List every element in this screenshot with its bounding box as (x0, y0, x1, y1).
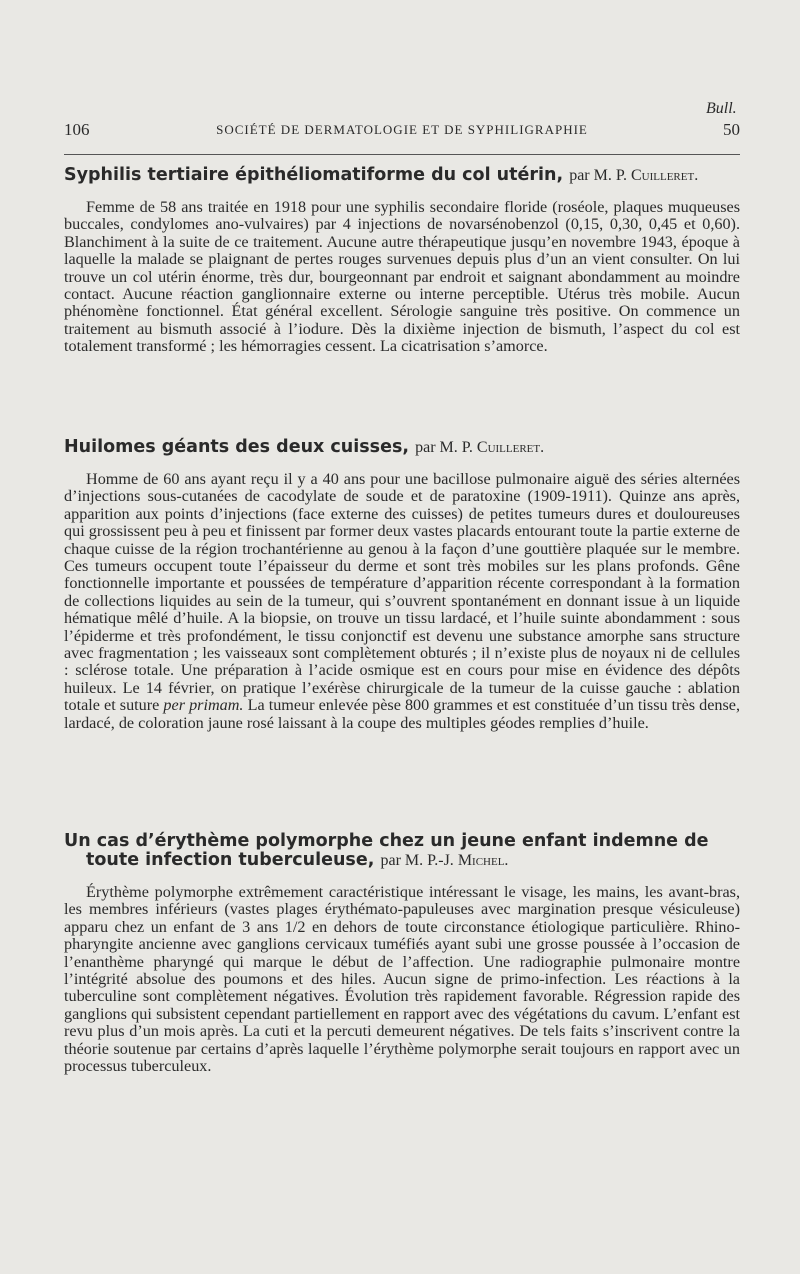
running-title: SOCIÉTÉ DE DERMATOLOGIE ET DE SYPHILIGRAPHIE (216, 122, 588, 137)
article-body: Femme de 58 ans traitée en 1918 pour une syphilis secondaire floride (roséole, plaques muqueuses buccales, condylomes ano-vulvaires) par 4 injections de novarsénobenzol (0,15, 0,30, 0,45 et 0,60). Blanchiment à la suite de ce traitement. Aucune autre thérapeutique jusqu’en novembre 1943, époque à laquelle la malade se plaignant de pertes rouges survenues depuis plus d’un an vient consulter. On lui trouve un col utérin énorme, très dur, bourgeonnant par endroit et saignant abondamment au moindre contact. Aucune réaction ganglionnaire externe ou interne perceptible. Utérus très mobile. Aucun phénomène fonctionnel. État général excellent. Sérologie sanguine très positive. On commence un traitement au bismuth associé à l’iodure. Dès la dixième injection de bismuth, l’aspect du col est totalement transformé ; les hémorragies cessent. La cicatrisation s’amorce. (64, 198, 740, 356)
body-text: Homme de 60 ans ayant reçu il y a 40 ans pour une bacillose pulmonaire aiguë des séries alternées d’injections sous-cutanées de cacodylate de soude et de paratoxine (1909-1911). Quinze ans après, apparition aux points d’injections (face externe des cuisses) de petites tumeurs dures et douloureuses qui grossissent peu à peu et finissent par former deux vastes placards entourant toute la partie externe de chaque cuisse de la région trochantérienne au genou à la façon d’une gouttière plaquée sur le membre. Ces tumeurs occupent toute l’épaisseur du derme et sont très mobiles sur les plans profonds. Gêne fonctionnelle importante et poussées de température d’apparition récente correspondant à la formation de collections liquides au sein de la tumeur, qui s’ouvrent spontanément en donnant issue à un liquide hématique mêlé d’huile. A la biopsie, on trouve un tissu lardacé, et l’huile suinte abondamment : sous l’épiderme et très profondément, le tissu conjonctif est devenu une substance amorphe sans structure avec fragmentation ; les vaisseaux sont complètement obturés ; il n’existe plus de noyaux ni de cellules : sclérose totale. Une préparation à l’acide osmique est en cours pour mise en évidence des dépôts huileux. Le 14 février, on pratique l’exérèse chirurgicale de la tumeur de la cuisse gauche : ablation totale et suture (64, 470, 740, 715)
article-syphilis (64, 166, 740, 356)
article-body (64, 471, 740, 732)
article-title-text: Huilomes géants des deux cuisses, (64, 437, 410, 457)
running-header (64, 120, 740, 144)
article-byline (569, 167, 698, 184)
article-byline (415, 439, 544, 456)
article-title-text: Syphilis tertiaire épithéliomatiforme du col utérin, (64, 165, 564, 185)
article-byline (380, 852, 508, 869)
article-huilomes (64, 438, 740, 732)
article-title (64, 438, 740, 457)
author-name: Cuilleret. (476, 439, 545, 456)
bull-annotation: Bull. (706, 100, 737, 117)
author-name: Michel. (457, 852, 509, 869)
header-rule (64, 154, 740, 155)
article-erytheme (64, 832, 740, 1075)
author-name: Cuilleret. (630, 167, 699, 184)
page-number: 106 (64, 120, 90, 139)
byline-prefix: par M. P. (415, 439, 473, 456)
article-title (64, 832, 740, 870)
byline-prefix: par M. P.-J. (380, 852, 454, 869)
volume-number: 50 (723, 120, 740, 139)
article-title (64, 166, 740, 185)
article-body: Érythème polymorphe extrêmement caractéristique intéressant le visage, les mains, les avant-bras, les membres inférieurs (vastes plages érythémato-papuleuses avec margination presque vésiculeuse) apparu chez un enfant de 3 ans 1/2 en dehors de toute circonstance étiologique particulière. Rhino-pharyngite ancienne avec ganglions cervicaux tuméfiés ayant subi une grosse poussée à l’occasion de l’enanthème pharyngé qui marque le début de l’affection. Une radiographie pulmonaire montre l’intégrité absolue des poumons et des hiles. Aucun signe de primo-infection. Les réactions à la tuberculine sont complètement négatives. Évolution très rapidement favorable. Régression rapide des ganglions qui subsistent cependant partiellement en rapport avec des végétations du cavum. L’enfant est revu plus d’un mois après. La cuti et la percuti demeurent négatives. De tels faits s’inscrivent contre la théorie soutenue par certains d’après laquelle l’érythème polymorphe serait toujours en rapport avec un processus tuberculeux. (64, 883, 740, 1076)
body-italic: per primam. (163, 696, 244, 715)
article-title-text: Un cas d’érythème polymorphe chez un jeune enfant indemne de toute infection tuberculeuse, (64, 831, 709, 870)
body-text-end: La tumeur enlevée pèse 800 grammes et est constituée d’un tissu très dense, lardacé, de coloration jaune rosé laissant à la coupe des multiples géodes remplies d’huile. (64, 696, 741, 732)
byline-prefix: par M. P. (569, 167, 627, 184)
